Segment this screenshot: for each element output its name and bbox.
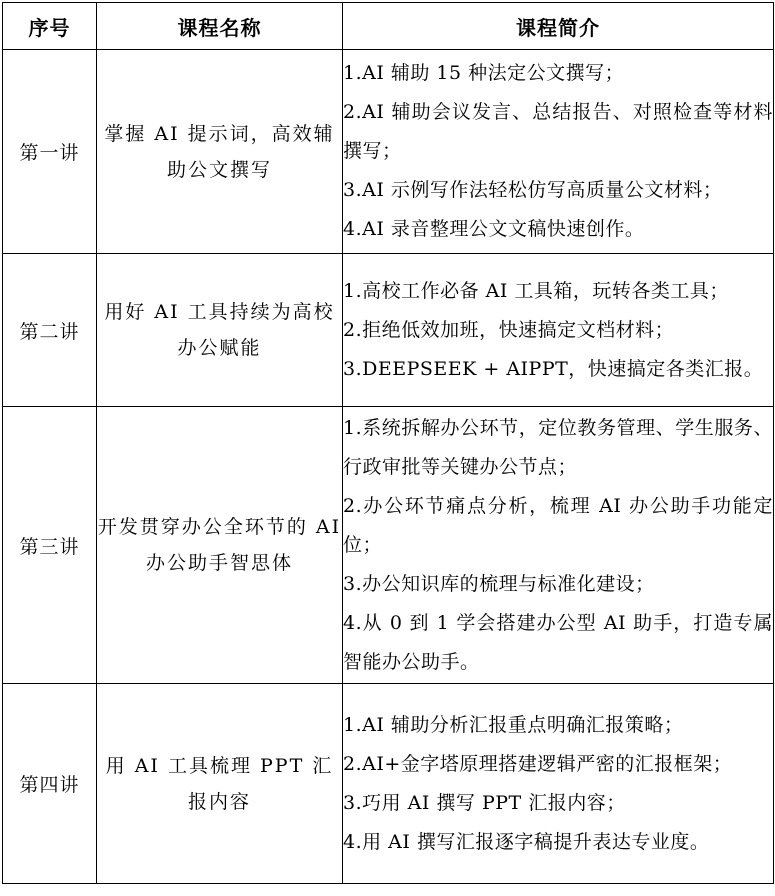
table-row bbox=[3, 254, 774, 407]
table-header-row bbox=[3, 3, 774, 50]
lecture-number: 第三讲 bbox=[3, 407, 97, 684]
description-item: 3.DEEPSEEK + AIPPT，快速搞定各类汇报。 bbox=[343, 357, 764, 380]
description-item: 1.AI 辅助分析汇报重点明确汇报策略； bbox=[343, 713, 684, 736]
description-item: 3.AI 示例写作法轻松仿写高质量公文材料； bbox=[343, 179, 723, 201]
lecture-number: 第四讲 bbox=[3, 684, 97, 884]
description-item: 3.办公知识库的梳理与标准化建设； bbox=[343, 572, 655, 595]
header-desc: 课程简介 bbox=[343, 3, 774, 50]
course-name: 掌握 AI 提示词，高效辅助公文撰写 bbox=[97, 50, 343, 254]
course-description bbox=[343, 407, 774, 684]
table-row bbox=[3, 684, 774, 884]
description-item: 1.AI 辅助 15 种法定公文撰写； bbox=[343, 62, 625, 84]
course-name: 用 AI 工具梳理 PPT 汇报内容 bbox=[97, 684, 343, 884]
course-description bbox=[343, 684, 774, 884]
description-item: 2.AI 辅助会议发言、总结报告、对照检查等材料撰写； bbox=[343, 101, 773, 162]
table-row bbox=[3, 50, 774, 254]
lecture-number: 第一讲 bbox=[3, 50, 97, 254]
header-name: 课程名称 bbox=[97, 3, 343, 50]
description-item: 4.AI 录音整理公文文稿快速创作。 bbox=[343, 218, 645, 240]
header-no: 序号 bbox=[3, 3, 97, 50]
description-item: 2.拒绝低效加班，快速搞定文档材料； bbox=[343, 318, 675, 341]
description-item: 2.AI+金字塔原理搭建逻辑严密的汇报框架； bbox=[343, 752, 733, 775]
course-name: 用好 AI 工具持续为高校办公赋能 bbox=[97, 254, 343, 407]
table-row bbox=[3, 407, 774, 684]
lecture-number: 第二讲 bbox=[3, 254, 97, 407]
course-name: 开发贯穿办公全环节的 AI 办公助手智思体 bbox=[97, 407, 343, 684]
description-item: 4.用 AI 撰写汇报逐字稿提升表达专业度。 bbox=[343, 830, 710, 853]
description-item: 2.办公环节痛点分析，梳理 AI 办公助手功能定位； bbox=[343, 494, 773, 556]
description-item: 4.从 0 到 1 学会搭建办公型 AI 助手，打造专属智能办公助手。 bbox=[343, 611, 773, 673]
course-table bbox=[2, 2, 774, 884]
course-description bbox=[343, 254, 774, 407]
description-item: 3.巧用 AI 撰写 PPT 汇报内容； bbox=[343, 791, 626, 814]
course-description bbox=[343, 50, 774, 254]
description-item: 1.高校工作必备 AI 工具箱，玩转各类工具； bbox=[343, 279, 729, 302]
description-item: 1.系统拆解办公环节，定位教务管理、学生服务、行政审批等关键办公节点； bbox=[343, 416, 773, 478]
